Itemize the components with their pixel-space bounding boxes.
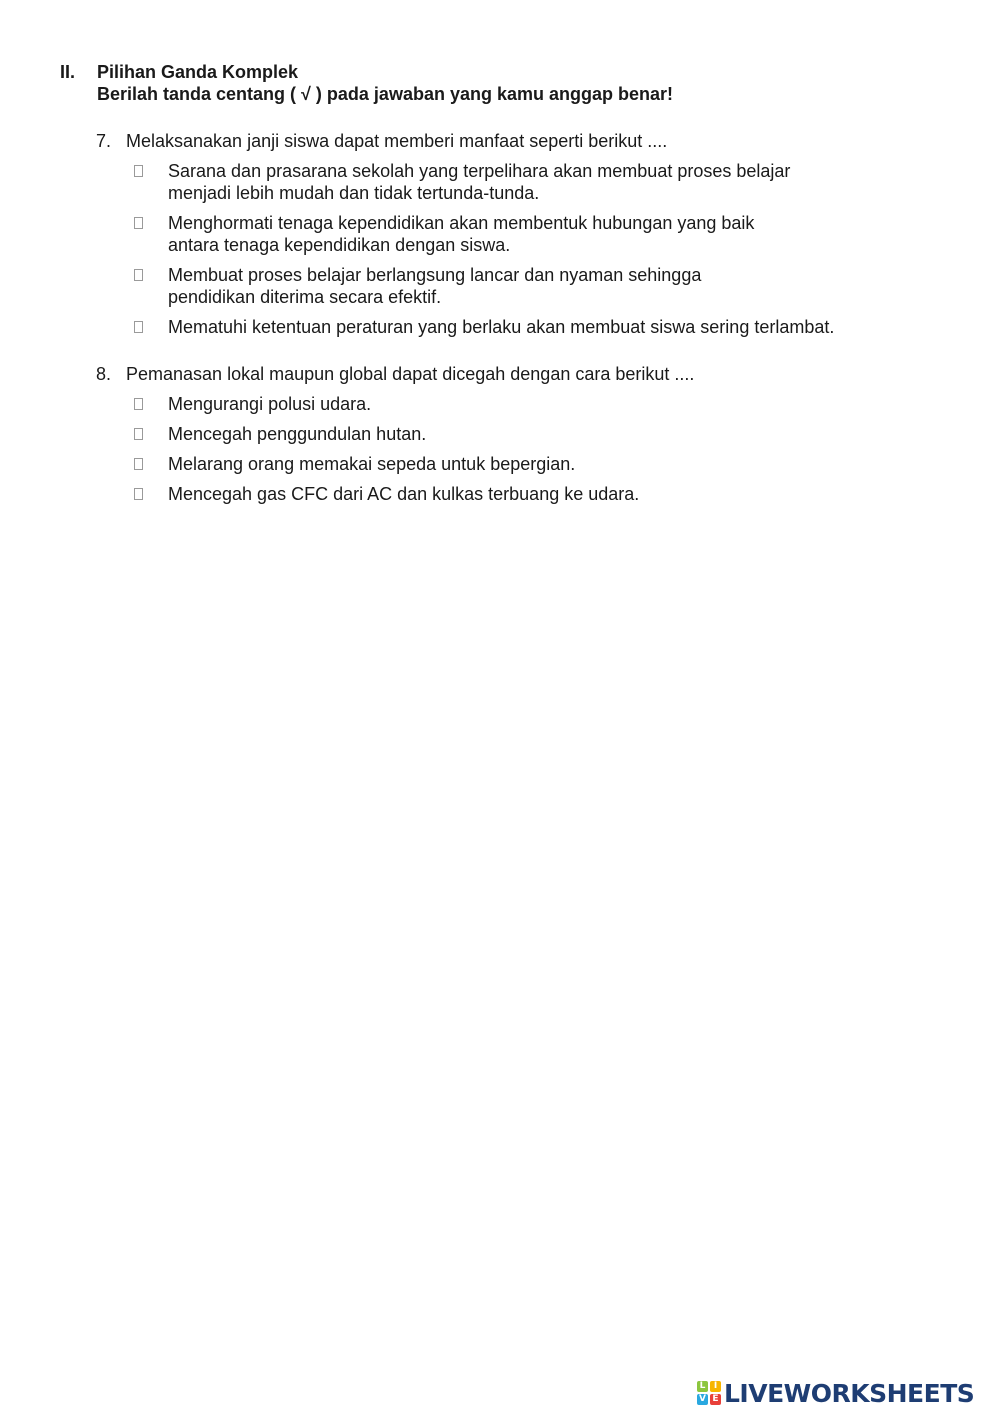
checkbox[interactable]: [134, 458, 143, 470]
option-item: [96, 160, 834, 204]
option-text-line1: Menghormati tenaga kependidikan akan membentuk hubungan yang baik: [168, 213, 755, 233]
section-title: Pilihan Ganda Komplek: [97, 62, 299, 82]
option-text-line1: Melarang orang memakai sepeda untuk bepergian.: [168, 454, 576, 474]
question-stem: Melaksanakan janji siswa dapat memberi manfaat seperti berikut ....: [126, 131, 668, 151]
logo-tile: V: [697, 1394, 708, 1405]
options-list: [96, 393, 694, 505]
option-item: [96, 264, 834, 308]
logo-tile: L: [697, 1381, 708, 1392]
section-instruction: Berilah tanda centang ( √ ) pada jawaban yang kamu anggap benar!: [97, 84, 673, 104]
checkbox[interactable]: [134, 321, 143, 333]
option-text-line1: Mengurangi polusi udara.: [168, 394, 372, 414]
option-item: [96, 453, 694, 475]
checkbox[interactable]: [134, 269, 143, 281]
question-number: 7.: [96, 131, 112, 151]
option-text-line1: Sarana dan prasarana sekolah yang terpelihara akan membuat proses belajar: [168, 161, 791, 181]
option-text-line1: Mencegah penggundulan hutan.: [168, 424, 427, 444]
section-number: II.: [60, 62, 76, 82]
option-text-line1: Mematuhi ketentuan peraturan yang berlaku akan membuat siswa sering terlambat.: [168, 317, 835, 337]
option-item: [96, 316, 834, 338]
option-text-line2: menjadi lebih mudah dan tidak tertunda-tunda.: [168, 183, 540, 203]
option-text-line1: Mencegah gas CFC dari AC dan kulkas terbuang ke udara.: [168, 484, 640, 504]
logo-tile: E: [710, 1394, 721, 1405]
option-text-line1: Membuat proses belajar berlangsung lancar dan nyaman sehingga: [168, 265, 702, 285]
logo-text: LIVEWORKSHEETS: [724, 1378, 975, 1408]
checkbox[interactable]: [134, 217, 143, 229]
checkbox[interactable]: [134, 428, 143, 440]
checkbox[interactable]: [134, 488, 143, 500]
checkbox[interactable]: [134, 165, 143, 177]
question-7: [96, 130, 834, 346]
option-item: [96, 483, 694, 505]
logo-tile: I: [710, 1381, 721, 1392]
question-stem: Pemanasan lokal maupun global dapat dicegah dengan cara berikut ....: [126, 364, 695, 384]
checkbox[interactable]: [134, 398, 143, 410]
option-item: [96, 393, 694, 415]
option-text-line2: antara tenaga kependidikan dengan siswa.: [168, 235, 511, 255]
option-item: [96, 423, 694, 445]
option-text-line2: pendidikan diterima secara efektif.: [168, 287, 442, 307]
liveworksheets-logo: [697, 1380, 974, 1406]
logo-tiles-icon: [697, 1381, 721, 1405]
question-8: [96, 363, 694, 513]
options-list: [96, 160, 834, 338]
option-item: [96, 212, 834, 256]
question-number: 8.: [96, 364, 112, 384]
